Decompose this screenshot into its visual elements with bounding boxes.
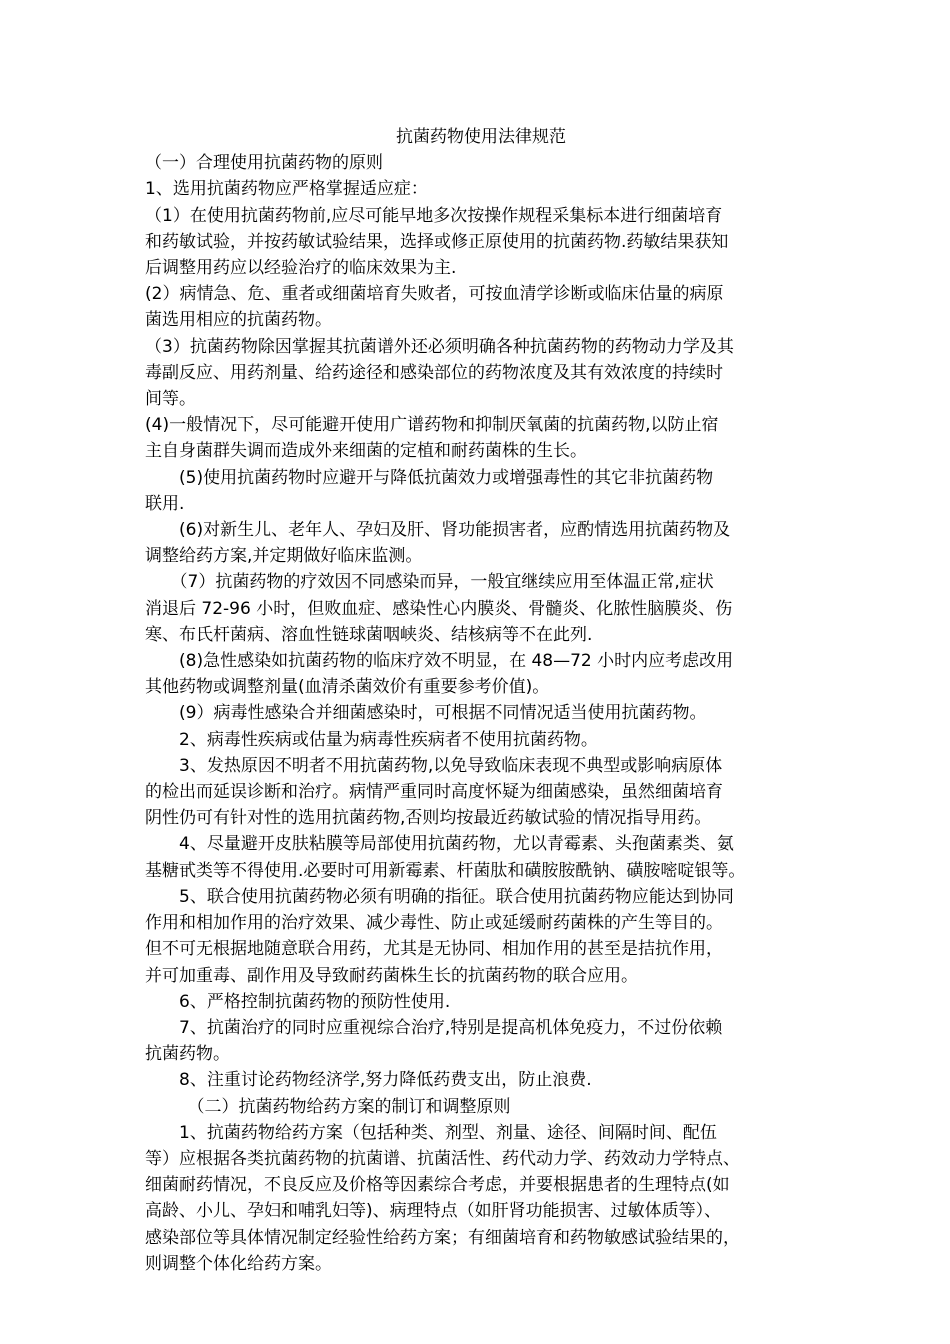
text-line: 消退后 72-96 小时，但败血症、感染性心内膜炎、骨髓炎、化脓性脑膜炎、伤 [145, 598, 733, 619]
text-line: 7、抗菌治疗的同时应重视综合治疗,特别是提高机体免疫力，不过份依赖 [145, 1017, 723, 1038]
text-line: (6)对新生儿、老年人、孕妇及肝、肾功能损害者，应酌情选用抗菌药物及 [145, 520, 731, 541]
text-line: 和药敏试验，并按药敏试验结果，选择或修正原使用的抗菌药物.药敏结果获知 [145, 231, 729, 252]
text-line: 3、发热原因不明者不用抗菌药物,以免导致临床表现不典型或影响病原体 [145, 755, 723, 776]
text-line: (4)一般情况下，尽可能避开使用广谱药物和抑制厌氧菌的抗菌药物,以防止宿 [145, 415, 719, 436]
text-line: 并可加重毒、副作用及导致耐药菌株生长的抗菌药物的联合应用。 [145, 965, 638, 986]
document-title: 抗菌药物使用法律规范 [396, 127, 566, 147]
text-line: 8、注重讨论药物经济学,努力降低药费支出，防止浪费. [145, 1070, 592, 1091]
text-line: 6、严格控制抗菌药物的预防性使用. [145, 991, 451, 1012]
text-line: 其他药物或调整剂量(血清杀菌效价有重要参考价值)。 [145, 677, 550, 698]
text-line: （7）抗菌药物的疗效因不同感染而异，一般宜继续应用至体温正常,症状 [145, 572, 714, 593]
text-line: 菌选用相应的抗菌药物。 [145, 310, 332, 331]
text-line: 联用. [145, 493, 185, 514]
text-line: 高龄、小儿、孕妇和哺乳妇等)、病理特点（如肝肾功能损害、过敏体质等）、 [145, 1201, 722, 1222]
text-line: 毒副反应、用药剂量、给药途径和感染部位的药物浓度及其有效浓度的持续时 [145, 362, 723, 383]
text-line: (5)使用抗菌药物时应避开与降低抗菌效力或增强毒性的其它非抗菌药物 [145, 467, 714, 488]
text-line: (9）病毒性感染合并细菌感染时，可根据不同情况适当使用抗菌药物。 [145, 703, 707, 724]
text-line: 1、选用抗菌药物应严格掌握适应症： [145, 179, 428, 200]
text-line: 后调整用药应以经验治疗的临床效果为主. [145, 258, 457, 279]
text-line: （3）抗菌药物除因掌握其抗菌谱外还必须明确各种抗菌药物的药物动力学及其 [145, 336, 734, 357]
text-line: (2）病情急、危、重者或细菌培育失败者，可按血清学诊断或临床估量的病原 [145, 284, 724, 305]
text-line: 但不可无根据地随意联合用药，尤其是无协同、相加作用的甚至是拮抗作用， [145, 939, 723, 960]
text-line: 基糖甙类等不得使用.必要时可用新霉素、杆菌肽和磺胺胺酰钠、磺胺嘧啶银等。 [145, 860, 746, 881]
text-line: （二）抗菌药物给药方案的制订和调整原则 [145, 1096, 511, 1117]
text-line: 2、病毒性疾病或估量为病毒性疾病者不使用抗菌药物。 [145, 729, 598, 750]
text-line: 阴性仍可有针对性的选用抗菌药物,否则均按最近药敏试验的情况指导用药。 [145, 808, 712, 829]
text-line: 1、抗菌药物给药方案（包括种类、剂型、剂量、途径、间隔时间、配伍 [145, 1122, 717, 1143]
text-line: （1）在使用抗菌药物前,应尽可能早地多次按操作规程采集标本进行细菌培育 [145, 205, 723, 226]
text-line: 感染部位等具体情况制定经验性给药方案；有细菌培育和药物敏感试验结果的， [145, 1227, 740, 1248]
text-line: 寒、布氏杆菌病、溶血性链球菌咽峡炎、结核病等不在此列. [145, 624, 593, 645]
text-line: 细菌耐药情况，不良反应及价格等因素综合考虑，并要根据患者的生理特点(如 [145, 1175, 730, 1196]
text-line: 间等。 [145, 389, 196, 410]
text-line: 等）应根据各类抗菌药物的抗菌谱、抗菌活性、药代动力学、药效动力学特点、 [145, 1148, 740, 1169]
text-line: 作用和相加作用的治疗效果、减少毒性、防止或延缓耐药菌株的产生等目的。 [145, 913, 723, 934]
text-line: 调整给药方案,并定期做好临床监测。 [145, 546, 423, 567]
text-line: 则调整个体化给药方案。 [145, 1253, 332, 1274]
text-line: (8)急性感染如抗菌药物的临床疗效不明显，在 48—72 小时内应考虑改用 [145, 651, 734, 672]
text-line: 抗菌药物。 [145, 1044, 230, 1065]
text-line: 5、联合使用抗菌药物必须有明确的指征。联合使用抗菌药物应能达到协同 [145, 886, 734, 907]
document-body [145, 124, 817, 1277]
text-line: 4、尽量避开皮肤粘膜等局部使用抗菌药物，尤以青霉素、头孢菌素类、氨 [145, 834, 734, 855]
text-line: 主自身菌群失调而造成外来细菌的定植和耐药菌株的生长。 [145, 441, 587, 462]
text-line: （一）合理使用抗菌药物的原则 [145, 153, 383, 174]
document-text [145, 150, 817, 1277]
text-line: 的检出而延误诊断和治疗。病情严重同时高度怀疑为细菌感染，虽然细菌培育 [145, 782, 723, 803]
